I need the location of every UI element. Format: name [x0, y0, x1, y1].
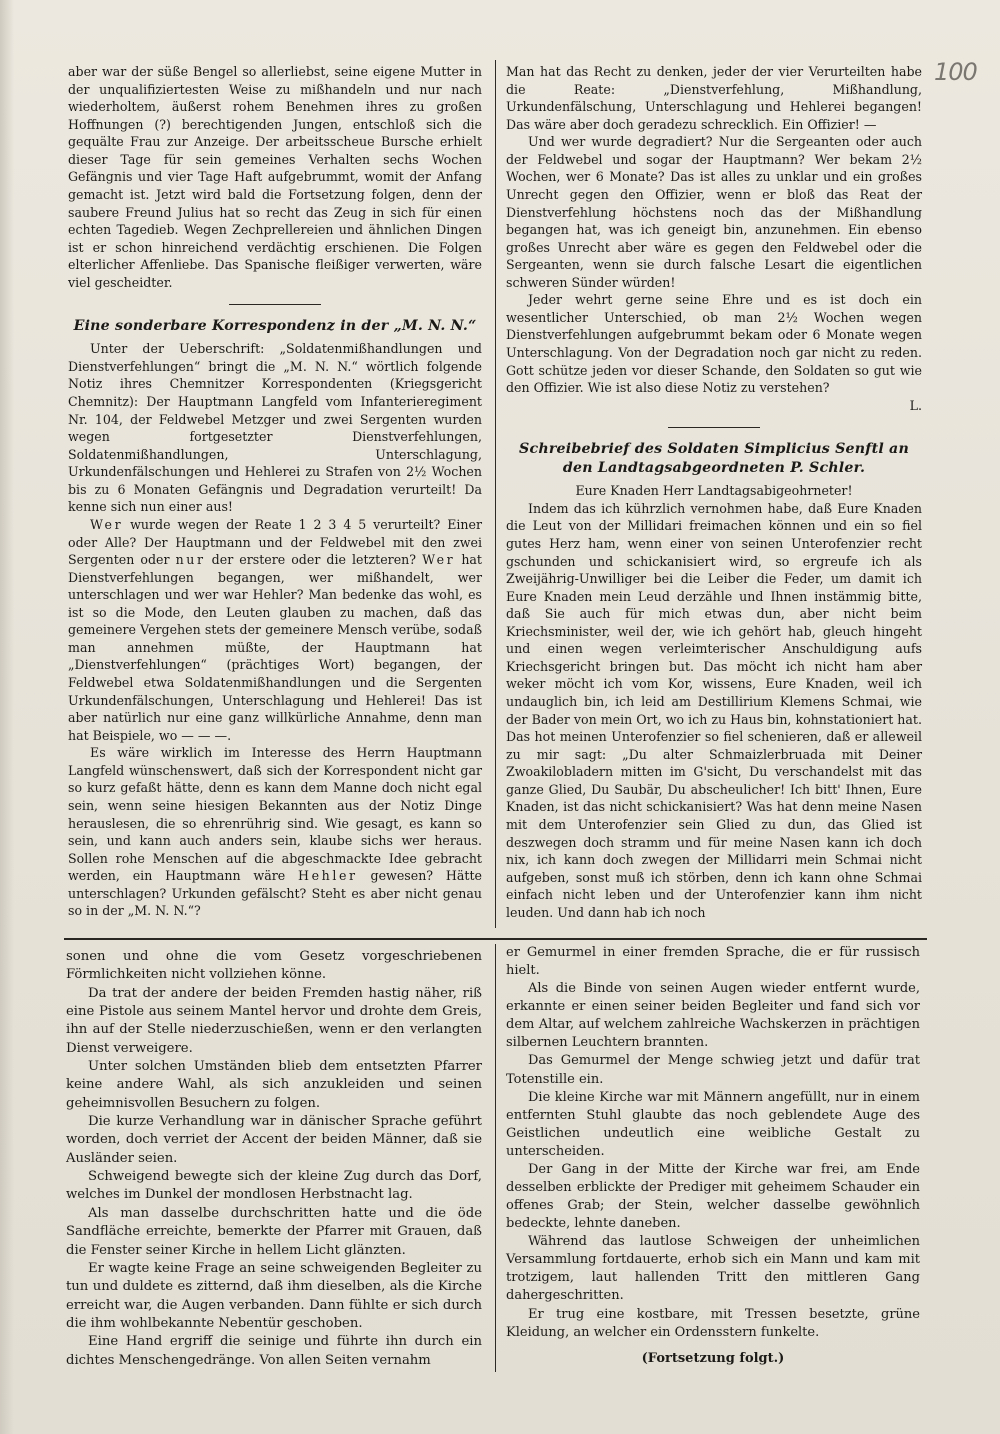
story-paragraph: Schweigend bewegte sich der kleine Zug durch das Dorf, welches im Dunkel der mondlosen Herbstnacht lag.: [66, 1169, 482, 1203]
article-headline: Schreibebrief des Soldaten Simplicius Senftl an den Landtagsabgeordneten P. Schler.: [519, 441, 909, 477]
continued-notice: (Fortsetzung folgt.): [641, 1350, 785, 1366]
page-number-annotation: 100: [934, 58, 977, 86]
story-paragraph: Da trat der andere der beiden Fremden hastig näher, riß eine Pistole aus seinem Mantel hervor und drohte dem Greis, ihn auf der Stelle niederzuschießen, wenn er den verlangten Dienst verweigere.: [66, 985, 482, 1056]
article-paragraph: Jeder wehrt gerne seine Ehre und es ist doch ein wesentlicher Unterschied, ob man 2½ Wochen wegen Dienstverfehlungen aufgebrummt bekam oder 6 Monate wegen Unterschlagung. Von der Degradation noch gar nicht zu reden. Gott schütze jeden vor dieser Schande, den Soldaten so gut wie den Offizier. Wie ist also diese Notiz zu verstehen?: [506, 292, 922, 396]
article-paragraph: [68, 516, 482, 744]
section-divider: [64, 938, 927, 940]
story-paragraph: Der Gang in der Mitte der Kirche war frei, am Ende desselben erblickte der Prediger mit geheimem Schauder ein offenes Grab; der Stein, welcher dasselbe gewöhnlich bedeckte, lehnte daneben.: [506, 1161, 920, 1232]
text-run: hat Dienstverfehlungen begangen, wer mißhandelt, wer unterschlagen und wer war Hehler? Man bedenke das wohl, es ist so die Mode, den Leuten glauben zu machen, daß das gemeinere Vergehen stets der gemeinere Mensch verübe, sodaß man annehmen müßte, der Hauptmann hat „Dienstverfehlungen“ (prächtiges Wort) begangen, der Feldwebel etwa Soldatenmißhandlungen und die Sergenten Urkundenfälschungen, Unterschlagung und Hehlerei! Das ist aber natürlich nur eine ganz willkürliche Annahme, denn man hat Beispiele, wo — — —.: [68, 552, 482, 743]
article-separator: [668, 427, 760, 428]
column-divider-top: [495, 60, 496, 928]
text-run: Es wäre wirklich im Interesse des Herrn Hauptmann Langfeld wünschenswert, daß sich der Korrespondent nicht gar so kurz gefaßt hätte, denn es kann dem Manne doch nicht egal sein, wenn seine hiesigen Bekannten aus der Notiz Dinge herauslesen, die so ehrenrührig sind. Wie gesagt, es kann so sein, und kann auch anders sein, klaube sichs wer heraus. Sollen rohe Menschen auf die abgeschmackte Idee gebracht werden, ein Hauptmann wäre: [68, 745, 482, 884]
story-paragraph: Er trug eine kostbare, mit Tressen besetzte, grüne Kleidung, an welcher ein Ordensstern funkelte.: [506, 1306, 920, 1340]
spaced-word: Wer: [422, 552, 456, 568]
spaced-word: Hehler: [298, 868, 358, 884]
column-bottom-right: [506, 944, 920, 1368]
letter-body: Indem das ich kührzlich vernohmen habe, daß Eure Knaden die Leut von der Millidari freimachen können und ein so fiel gutes Herz ham, wenn einer von seinen Unterofenzier recht gschunden und schickanisiert wird, so ergreufe ich als Zweijährig-Unwilliger bei die Leiber die Feder, um damit ich Eure Knaden mein Leud derzähle und Ihnen instämmig bitte, daß Sie auch für mich etwas dun, aber nicht beim Kriechsminister, weil der, wie ich gehört hab, gleuch hingeht und einen wegen verleimterischer Anschuldigung aufs Kriechsgericht bringen but. Das möcht ich nicht ham aber weker möcht ich vom Kor, wissens, Eure Knaden, weil ich undauglich bin, ich leid am Destillirium Klemens Schmai, wie der Bader von mein Ort, wo ich zu Haus bin, kohnstationiert hat. Das hot meinen Unterofenzier so fiel schenieren, daß er alleweil zu mir sagt: „Du alter Schmaizlerbruada mit Deiner Zwoakilobladern mitten im G'sicht, Du verschandelst mit das ganze Glied, Du Saubär, Du abscheulicher! Ich bitt' Ihnen, Eure Knaden, ist das nicht schickanisiert? Was hat denn meine Nasen mit dem Unterofenzier sein Glied zu dun, das Glied ist deszwegen doch stramm und für meine Nasen kann ich doch nix, ich kann doch zwegen der Millidarri mein Schmai nicht aufgeben, sonst muß ich störben, denn ich kann ohne Schmai einfach nicht leben und der Unterofenzier kann ihm nicht leuden. Und dann hab ich noch: [506, 500, 922, 920]
spaced-word: nur: [175, 552, 206, 568]
story-paragraph: Die kurze Verhandlung war in dänischer Sprache geführt worden, doch verriet der Accent der beiden Männer, daß sie Ausländer seien.: [66, 1114, 482, 1166]
article-paragraph: Man hat das Recht zu denken, jeder der vier Verurteilten habe die Reate: „Dienstverfehlung, Mißhandlung, Urkundenfälschung, Unterschlagung und Hehlerei begangen! Das wäre aber doch geradezu schrecklich. Ein Offizier! —: [506, 64, 922, 132]
text-run: wurde wegen der Reate 1 2 3 4 5 verurteilt? Einer oder Alle? Der Hauptmann und der Feldwebel mit den zwei Sergenten oder: [68, 516, 482, 568]
story-paragraph: er Gemurmel in einer fremden Sprache, die er für russisch hielt.: [506, 945, 920, 979]
story-paragraph: Unter solchen Umständen blieb dem entsetzten Pfarrer keine andere Wahl, als sich anzukleiden und seinen geheimnisvollen Besuchern zu folgen.: [66, 1059, 482, 1111]
article-separator: [229, 304, 321, 305]
page-fold-shadow: [0, 0, 14, 1434]
article-paragraph: Und wer wurde degradiert? Nur die Sergeanten oder auch der Feldwebel und sogar der Hauptmann? Wer bekam 2½ Wochen, wer 6 Monate? Das ist alles zu unklar und ein großes Unrecht gegen den Offizier, wenn er bloß das Reat der Dienstverfehlung höchstens noch das der Mißhandlung begangen hat, was ich geneigt bin, anzunehmen. Ein ebenso großes Unrecht aber wäre es gegen den Feldwebel oder die Sergeanten, wenn sie durch falsche Lesart die eigentlichen schweren Sünder würden!: [506, 134, 922, 290]
column-top-left: [68, 63, 482, 920]
article-paragraph: Unter der Ueberschrift: „Soldatenmißhandlungen und Dienstverfehlungen“ bringt die „M. N. N.“ wörtlich folgende Notiz ihres Chemnitzer Korrespondenten (Kriegsgericht Chemnitz): Der Hauptmann Langfeld vom Infanterieregiment Nr. 104, der Feldwebel Metzger und zwei Sergenten wurden wegen fortgesetzter Dienstverfehlungen, Soldatenmißhandlungen, Unterschlagung, Urkundenfälschungen und Hehlerei zu Strafen von 2½ Wochen bis zu 6 Monaten Gefängnis und Degradation verurteilt! Da kenne sich nun einer aus!: [68, 341, 482, 515]
spaced-word: Wer: [90, 516, 124, 532]
story-paragraph: Die kleine Kirche war mit Männern angefüllt, nur in einem entfernten Stuhl glaubte das noch geblendete Auge des Geistlichen undeutlich eine weibliche Gestalt zu unterscheiden.: [506, 1089, 920, 1159]
column-divider-bottom: [495, 944, 496, 1372]
article-headline: Eine sonderbare Korrespondenz in der „M. N. N.“: [73, 318, 477, 335]
story-paragraph: Als die Binde von seinen Augen wieder entfernt wurde, erkannte er einen seiner beiden Begleiter und fand sich vor dem Altar, auf welchem zahlreiche Wachskerzen in prächtigen silbernen Leuchtern brannten.: [506, 981, 920, 1051]
story-paragraph: Das Gemurmel der Menge schwieg jetzt und dafür trat Totenstille ein.: [506, 1053, 920, 1087]
story-paragraph: Er wagte keine Frage an seine schweigenden Begleiter zu tun und duldete es zitternd, daß ihm dieselben, als die Kirche erreicht war, die Augen verbanden. Dann fühlte er sich durch die ihm wohlbekannte Nebentür geschoben.: [66, 1260, 482, 1331]
article-continuation: aber war der süße Bengel so allerliebst, seine eigene Mutter in der unqualifiziertesten Weise zu mißhandeln und nur nach wiederholtem, äußerst rohem Benehmen ihres zu großen Hoffnungen (?) berechtigenden Jungen, entschloß sich die gequälte Frau zur Anzeige. Der arbeitsscheue Bursche erhielt dieser Tage für sein gemeines Verhalten sechs Wochen Gefängnis und vier Tage Haft aufgebrummt, womit der Anfang gemacht ist. Jetzt wird bald die Fortsetzung folgen, denn der saubere Freund Julius hat so recht das Zeug in sich für einen echten Tagedieb. Wegen Zechprellereien und ähnlichen Dingen ist er schon hinreichend verdächtig erschienen. Die Folgen elterlicher Affenliebe. Das Spanische fleißiger verwerten, wäre viel gescheidter.: [68, 64, 482, 290]
story-paragraph: Während das lautlose Schweigen der unheimlichen Versammlung fortdauerte, erhob sich ein Mann und kam mit trotzigem, laut hallenden Tritt den mittleren Gang dahergeschritten.: [506, 1234, 920, 1304]
text-run: der erstere oder die letzteren?: [205, 552, 423, 568]
article-paragraph: [68, 744, 482, 920]
story-paragraph: Eine Hand ergriff die seinige und führte ihn durch ein dichtes Menschengedränge. Von allen Seiten vernahm: [66, 1334, 482, 1368]
column-bottom-left: [66, 948, 482, 1370]
story-paragraph: sonen und ohne die vom Gesetz vorgeschriebenen Förmlichkeiten nicht vollziehen könne.: [66, 949, 482, 983]
column-top-right: [506, 63, 922, 921]
author-signature: L.: [909, 397, 922, 413]
story-paragraph: Als man dasselbe durchschritten hatte und die öde Sandfläche erreichte, bemerkte der Pfarrer mit Grauen, daß die Fenster seiner Kirche in hellem Licht glänzten.: [66, 1205, 482, 1258]
text-run: gewesen? Hätte unterschlagen? Urkunden gefälscht? Steht es aber nicht genau so in der „M. N. N.“?: [68, 868, 482, 919]
letter-greeting: Eure Knaden Herr Landtagsabigeohrneter!: [575, 483, 853, 499]
